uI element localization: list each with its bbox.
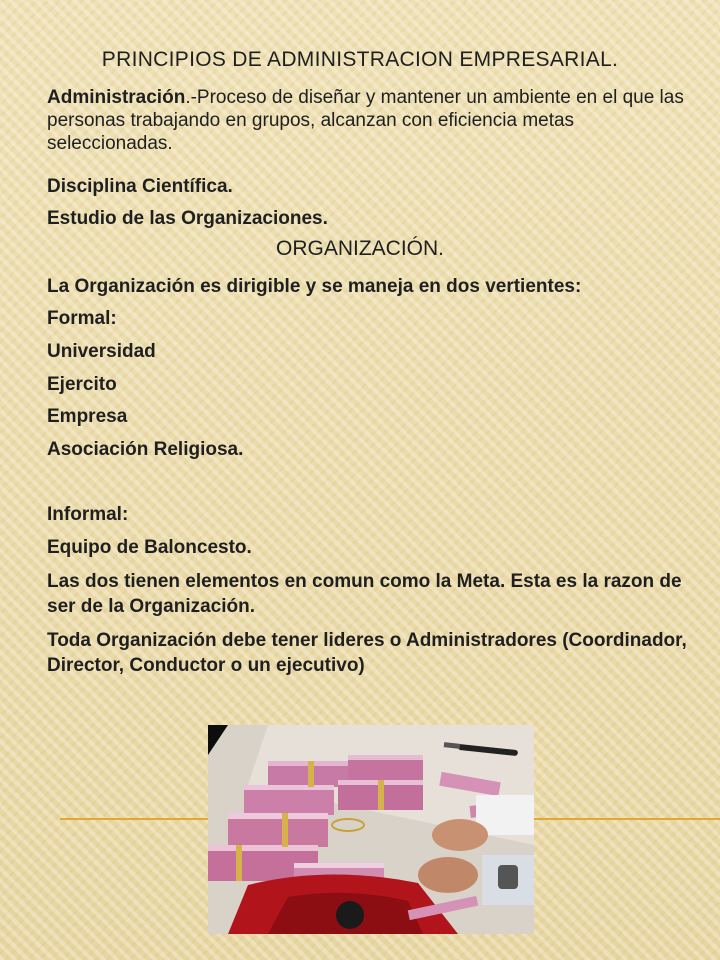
formal-item-ejercito: Ejercito [47, 374, 117, 395]
paragraph-lideres: Toda Organización debe tener lideres o Administradores (Coordinador, Director, Conductor o un ejecutivo) [47, 630, 687, 676]
formal-item-universidad: Universidad [47, 341, 156, 362]
line-estudio: Estudio de las Organizaciones. [47, 208, 328, 229]
section-heading-organizacion: ORGANIZACIÓN. [275, 237, 444, 260]
paragraph-meta: Las dos tienen elementos en comun como la Meta. Esta es la razon de ser de la Organización. [47, 571, 682, 617]
definition-text: .-Proceso de diseñar y mantener un ambiente en el que las personas trabajando en grupos, alcanzan con eficiencia metas seleccionadas. [47, 87, 684, 154]
organizacion-intro: La Organización es dirigible y se maneja en dos vertientes: [47, 276, 582, 297]
informal-item-baloncesto: Equipo de Baloncesto. [47, 537, 252, 558]
formal-heading: Formal: [47, 308, 117, 329]
money-counting-photo [208, 725, 534, 934]
accent-rule-right [534, 818, 720, 820]
informal-heading: Informal: [47, 504, 129, 525]
definition-term: Administración [47, 87, 186, 108]
line-disciplina: Disciplina Científica. [47, 176, 233, 197]
definition-paragraph [47, 86, 697, 155]
formal-item-empresa: Empresa [47, 406, 128, 427]
formal-item-asociacion: Asociación Religiosa. [47, 439, 244, 460]
slide-title: PRINCIPIOS DE ADMINISTRACION EMPRESARIAL. [101, 48, 619, 71]
accent-rule-left [60, 818, 210, 820]
